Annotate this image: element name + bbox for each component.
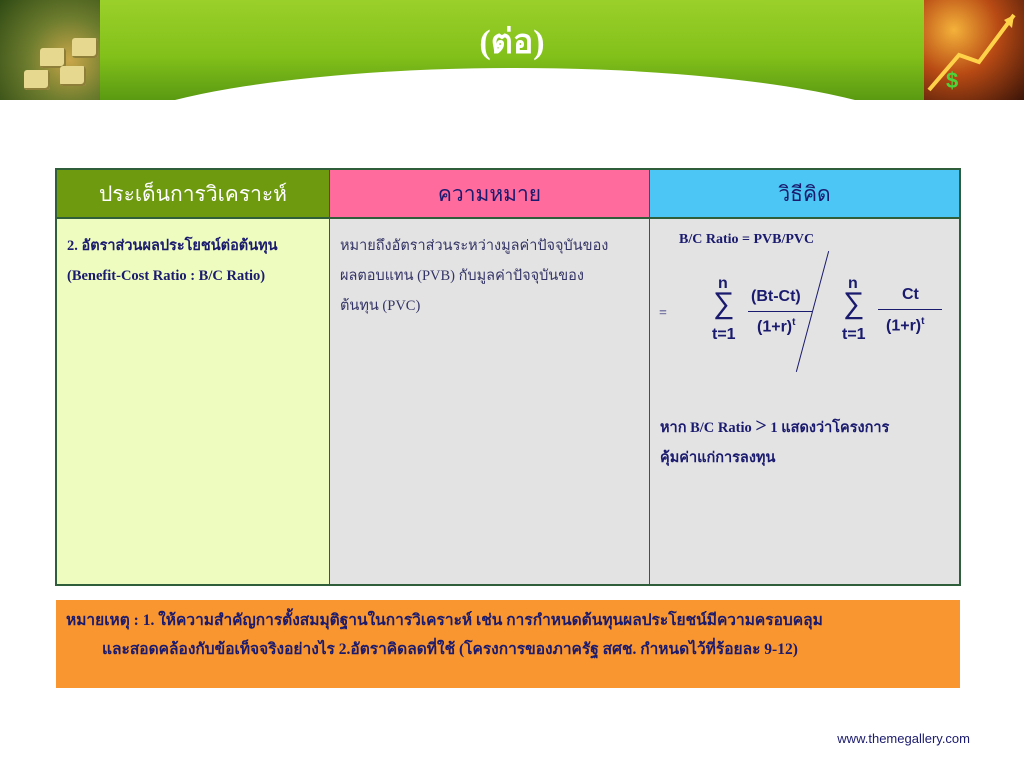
cell-meaning bbox=[329, 219, 649, 584]
cell-method bbox=[649, 219, 959, 584]
footnote-box bbox=[56, 600, 960, 688]
footnote-line-2: และสอดคล้องกับข้อเท็จจริงอย่างไร 2.อัตราคิดลดที่ใช้ (โครงการของภาครัฐ สศช. กำหนดไว้ที่ร้อยละ 9-12) bbox=[102, 641, 798, 658]
header-analysis-topic: ประเด็นการวิเคราะห์ bbox=[57, 170, 329, 219]
fraction2-bar bbox=[878, 309, 942, 310]
website-link[interactable]: www.themegallery.com bbox=[837, 731, 970, 746]
bc-ratio-note bbox=[660, 411, 950, 473]
fraction2-numerator: Ct bbox=[902, 286, 919, 303]
cell-analysis-topic bbox=[57, 219, 329, 584]
fraction1-bar bbox=[748, 311, 812, 312]
sum1-sigma: ∑ bbox=[713, 287, 735, 320]
meaning-line-2: ผลตอบแทน (PVB) กับมูลค่าปัจจุบันของ bbox=[340, 268, 584, 284]
sum1-lower: t=1 bbox=[712, 326, 736, 343]
sum2-upper: n bbox=[848, 275, 858, 292]
sum2-sigma: ∑ bbox=[843, 287, 865, 320]
header-meaning: ความหมาย bbox=[329, 170, 649, 219]
analysis-table bbox=[55, 168, 961, 586]
note-line-1: หาก B/C Ratio > 1 แสดงว่าโครงการ bbox=[660, 415, 890, 437]
fraction1-denominator: $(1+r)^t$ bbox=[757, 317, 796, 336]
topic-line-1: 2. อัตราส่วนผลประโยชน์ต่อต้นทุน bbox=[67, 238, 278, 254]
topic-line-2: (Benefit-Cost Ratio : B/C Ratio) bbox=[67, 268, 266, 284]
header-method: วิธีคิด bbox=[649, 170, 959, 219]
meaning-line-1: หมายถึงอัตราส่วนระหว่างมูลค่าปัจจุบันของ bbox=[340, 238, 609, 254]
svg-text:$: $ bbox=[946, 68, 959, 93]
fraction2-denominator: $(1+r)^t$ bbox=[886, 316, 925, 335]
fraction1-numerator: (Bt-Ct) bbox=[751, 288, 801, 305]
page-title: (ต่อ) bbox=[479, 24, 545, 61]
note-line-2: คุ้มค่าแก่การลงทุน bbox=[660, 450, 776, 466]
footnote-line-1: หมายเหตุ : 1. ให้ความสำคัญการตั้งสมมุติฐานในการวิเคราะห์ เช่น การกำหนดต้นทุนผลประโยชน์มีความครอบคลุม bbox=[66, 612, 823, 629]
bc-ratio-formula: B/C Ratio = PVB/PVC bbox=[679, 232, 815, 247]
sum1-upper: n bbox=[718, 275, 728, 292]
meaning-line-3: ต้นทุน (PVC) bbox=[340, 298, 421, 314]
sum2-lower: t=1 bbox=[842, 326, 866, 343]
equals-sign: = bbox=[659, 306, 667, 321]
